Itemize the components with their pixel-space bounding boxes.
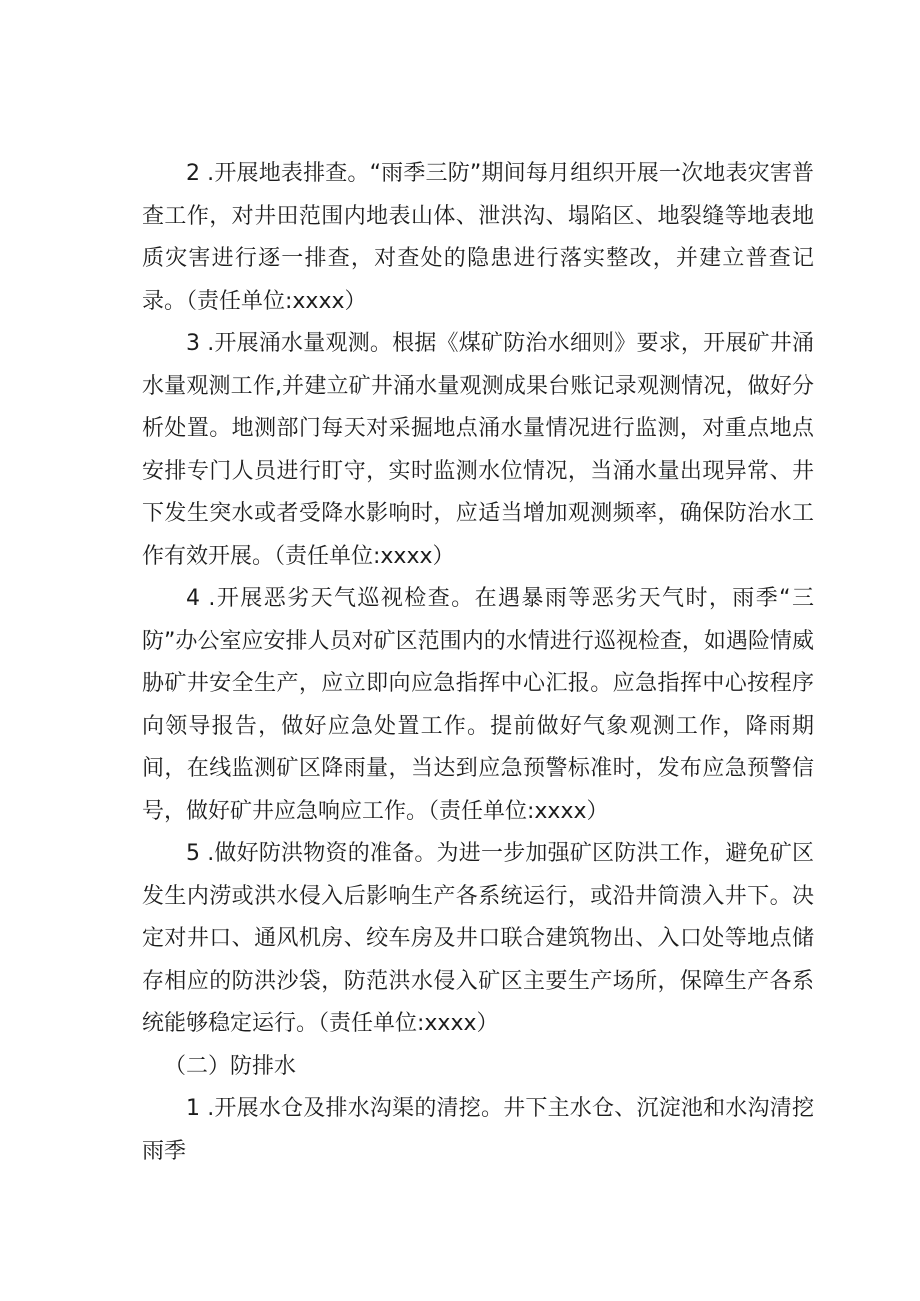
paragraph-surface-inspection: 2 .开展地表排查。“雨季三防”期间每月组织开展一次地表灾害普查工作，对井田范围内地表山体、泄洪沟、塌陷区、地裂缝等地表地质灾害进行逐一排查，对查处的隐患进行落实整改，并建立普查记录。（责任单位:xxxx） <box>142 161 814 314</box>
document-body <box>142 153 814 1173</box>
paragraph-flood-supplies: 5 .做好防洪物资的准备。为进一步加强矿区防洪工作，避免矿区发生内涝或洪水侵入后影响生产各系统运行，或沿井筒溃入井下。决定对井口、通风机房、绞车房及井口联合建筑物出、入口处等地点储存相应的防洪沙袋，防范洪水侵入矿区主要生产场所，保障生产各系统能够稳定运行。（责任单位:xxxx） <box>142 841 814 1036</box>
paragraph-water-inflow-observation: 3 .开展涌水量观测。根据《煤矿防治水细则》要求，开展矿井涌水量观测工作,并建立矿井涌水量观测成果台账记录观测情况，做好分析处置。地测部门每天对采掘地点涌水量情况进行监测，对重点地点安排专门人员进行盯守，实时监测水位情况，当涌水量出现异常、井下发生突水或者受降水影响时，应适当增加观测频率，确保防治水工作有效开展。（责任单位:xxxx） <box>142 331 814 569</box>
paragraph-severe-weather-patrol: 4 .开展恶劣天气巡视检查。在遇暴雨等恶劣天气时，雨季“三防”办公室应安排人员对矿区范围内的水情进行巡视检查，如遇险情威胁矿井安全生产，应立即向应急指挥中心汇报。应急指挥中心按程序向领导报告，做好应急处置工作。提前做好气象观测工作，降雨期间，在线监测矿区降雨量，当达到应急预警标准时，发布应急预警信号，做好矿井应急响应工作。（责任单位:xxxx） <box>142 586 814 824</box>
section-heading-drainage: （二）防排水 <box>164 1053 297 1079</box>
paragraph-sump-cleaning: 1 .开展水仓及排水沟渠的清挖。井下主水仓、沉淀池和水沟清挖雨季 <box>142 1096 814 1164</box>
